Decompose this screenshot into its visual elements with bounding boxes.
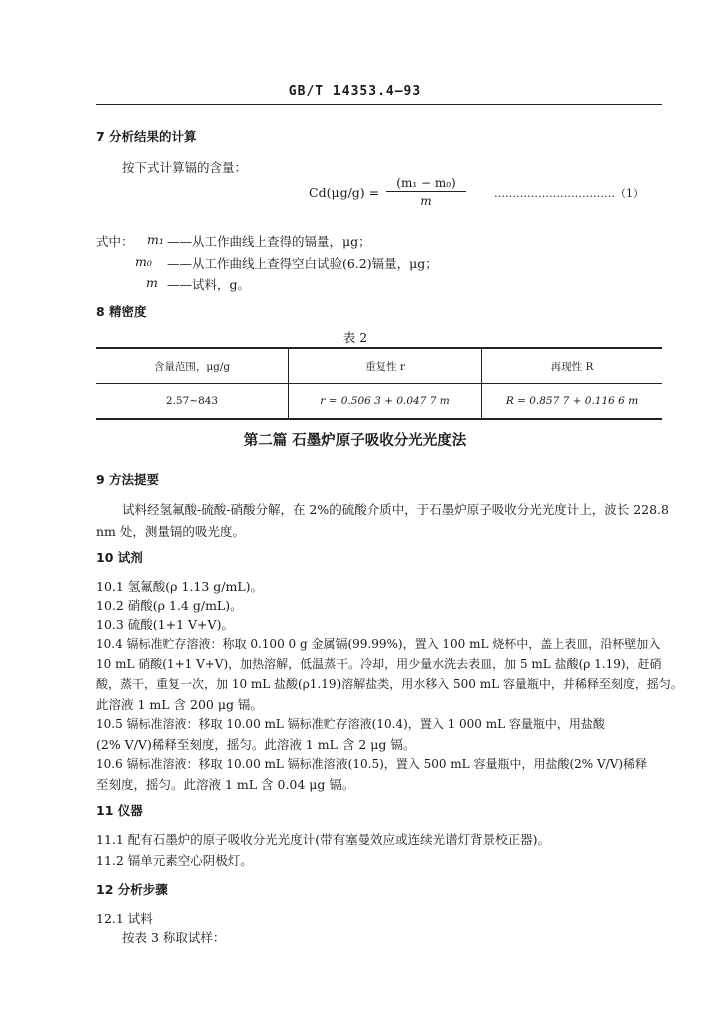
table-header-cell: 含量范围，μg/g xyxy=(96,348,289,384)
var-m-symbol: m xyxy=(146,275,158,290)
reagent-10-4-line-2: 10 mL 硝酸(1+1 V+V)，加热溶解，低温蒸干。冷却，用少量水洗去表皿，加 5 mL 盐酸(ρ 1.19)，赶硝 xyxy=(96,657,662,671)
var-m-desc: ——试料，g。 xyxy=(167,277,251,292)
reagent-10-4-line-4: 此溶液 1 mL 含 200 μg 镉。 xyxy=(96,697,263,712)
instrument-11-2: 11.2 镉单元素空心阴极灯。 xyxy=(96,853,253,868)
formula-fraction xyxy=(386,176,466,208)
var-m1-desc: ——从工作曲线上查得的镉量，μg； xyxy=(167,234,371,249)
reagent-10-3: 10.3 硫酸(1+1 V+V)。 xyxy=(96,617,234,632)
table-header-cell: 重复性 r xyxy=(289,348,482,384)
procedure-12-1: 12.1 试料 xyxy=(96,911,153,926)
section-9-line-1: 试料经氢氟酸-硫酸-硝酸分解，在 2%的硫酸介质中，于石墨炉原子吸收分光光度计上，波长 228.8 xyxy=(122,502,670,517)
reagent-10-4-line-3: 酸，蒸干，重复一次，加 10 mL 盐酸(ρ1.19)溶解盐类，用水移入 500 mL 容量瓶中，并稀释至刻度，摇匀。 xyxy=(96,677,683,691)
procedure-12-1-text: 按表 3 称取试样： xyxy=(122,930,226,945)
table-row xyxy=(96,384,662,420)
reagent-10-2: 10.2 硝酸(ρ 1.4 g/mL)。 xyxy=(96,598,243,613)
section-12-heading: 12 分析步骤 xyxy=(96,882,168,897)
where-label: 式中： xyxy=(96,234,134,249)
reagent-10-6-line-1: 10.6 镉标准溶液：移取 10.00 mL 镉标准溶液(10.5)，置入 500 mL 容量瓶中，用盐酸(2% V/V)稀释 xyxy=(96,757,648,771)
var-m0-desc: ——从工作曲线上查得空白试验(6.2)镉量，μg； xyxy=(167,256,438,271)
reagent-10-5-line-2: (2% V/V)稀释至刻度，摇匀。此溶液 1 mL 含 2 μg 镉。 xyxy=(96,737,416,752)
section-9-line-2: nm 处，测量镉的吸光度。 xyxy=(96,524,245,539)
table-cell: R = 0.857 7 + 0.116 6 m xyxy=(482,384,663,420)
part-2-title: 第二篇 石墨炉原子吸收分光光度法 xyxy=(243,433,467,449)
table-cell: r = 0.506 3 + 0.047 7 m xyxy=(289,384,482,420)
reagent-10-1: 10.1 氢氟酸(ρ 1.13 g/mL)。 xyxy=(96,579,264,594)
var-m0-symbol: m₀ xyxy=(135,254,152,269)
precision-table xyxy=(96,347,662,420)
header-rule xyxy=(96,104,662,105)
table-2-caption: 表 2 xyxy=(342,330,368,345)
formula-number: ……………………………（1） xyxy=(494,187,644,200)
formula-denominator: m xyxy=(420,194,432,208)
instrument-11-1: 11.1 配有石墨炉的原子吸收分光光度计(带有塞曼效应或连续光谱灯背景校正器)。 xyxy=(96,832,551,847)
table-header-row xyxy=(96,348,662,384)
table-cell: 2.57~843 xyxy=(96,384,289,420)
var-m1-symbol: m₁ xyxy=(147,232,164,247)
section-7-intro: 按下式计算镉的含量： xyxy=(122,160,248,175)
table-header-cell: 再现性 R xyxy=(482,348,663,384)
section-9-heading: 9 方法提要 xyxy=(96,472,160,487)
standard-number-header: GB/T 14353.4—93 xyxy=(288,84,422,99)
reagent-10-4-line-1: 10.4 镉标准贮存溶液：称取 0.100 0 g 金属镉(99.99%)，置入 100 mL 烧杯中，盖上表皿，沿杯壁加入 xyxy=(96,637,661,651)
section-10-heading: 10 试剂 xyxy=(96,550,143,565)
reagent-10-5-line-1: 10.5 镉标准溶液：移取 10.00 mL 镉标准贮存溶液(10.4)，置入 1 000 mL 容量瓶中，用盐酸 xyxy=(96,717,605,731)
reagent-10-6-line-2: 至刻度，摇匀。此溶液 1 mL 含 0.04 μg 镉。 xyxy=(96,777,355,792)
formula-numerator: (m₁ − m₀) xyxy=(386,176,466,192)
section-8-heading: 8 精密度 xyxy=(96,304,147,319)
section-7-heading: 7 分析结果的计算 xyxy=(96,129,197,144)
section-11-heading: 11 仪器 xyxy=(96,803,143,818)
formula-lhs: Cd(μg/g) = xyxy=(309,185,380,200)
